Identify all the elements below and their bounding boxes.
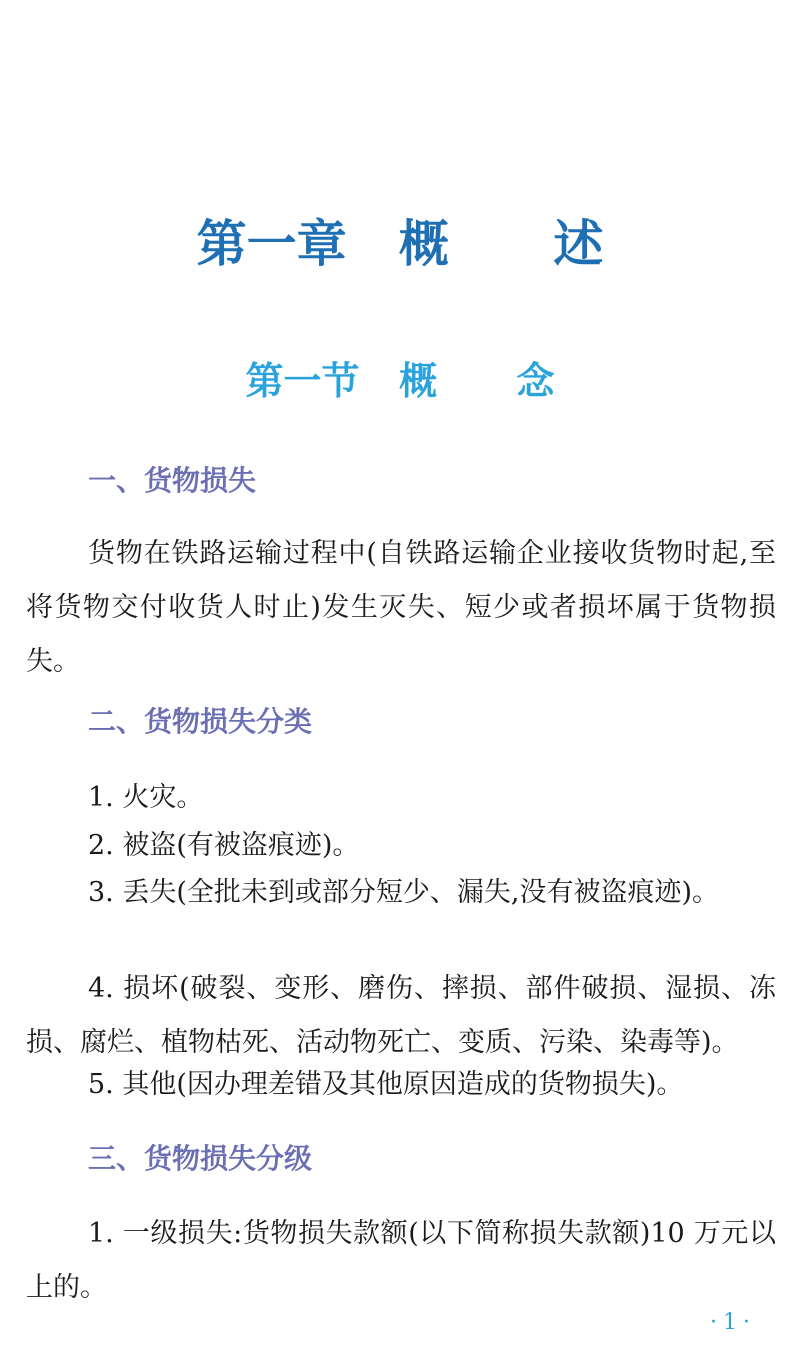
heading-loss-classification: 二、货物损失分类 — [88, 705, 313, 738]
heading-loss-grading: 三、货物损失分级 — [88, 1142, 313, 1175]
list-item-theft: 2. 被盗(有被盗痕迹)。 — [88, 830, 360, 861]
list-item-other: 5. 其他(因办理差错及其他原因造成的货物损失)。 — [88, 1069, 684, 1100]
list-item-lost: 3. 丢失(全批未到或部分短少、漏失,没有被盗痕迹)。 — [88, 877, 719, 908]
chapter-title: 第一章 概 述 — [196, 215, 604, 273]
list-item-level-one-loss: 1. 一级损失:货物损失款额(以下简称损失款额)10 万元以上的。 — [26, 1218, 776, 1303]
list-item-damage: 4. 损坏(破裂、变形、磨伤、摔损、部件破损、湿损、冻损、腐烂、植物枯死、活动物死亡、变质、污染、染毒等)。 — [26, 973, 776, 1058]
page-number: ·1· — [710, 1310, 756, 1335]
heading-cargo-loss: 一、货物损失 — [88, 464, 257, 497]
paragraph-cargo-loss-definition: 货物在铁路运输过程中(自铁路运输企业接收货物时起,至将货物交付收货人时止)发生灭失、短少或者损坏属于货物损失。 — [26, 538, 776, 677]
section-title: 第一节 概 念 — [245, 358, 555, 403]
list-item-fire: 1. 火灾。 — [88, 782, 204, 813]
